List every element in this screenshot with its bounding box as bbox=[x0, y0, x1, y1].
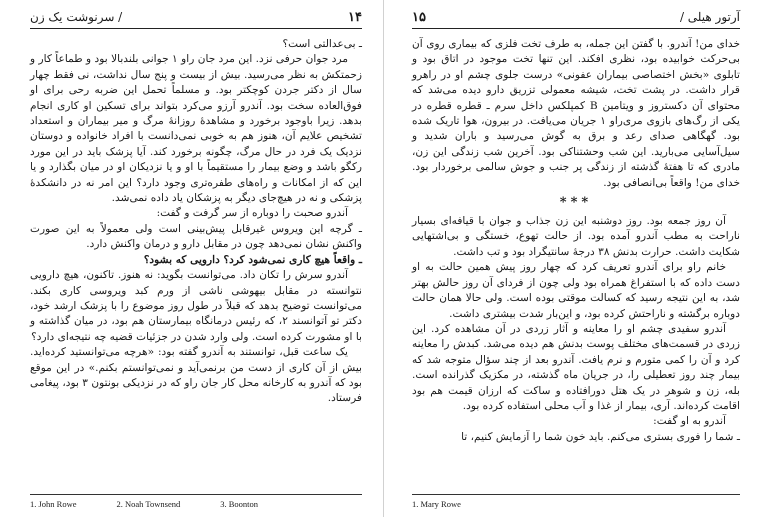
paragraph: ـ واقعاً هیچ کاری نمی‌شود کرد؟ دارویی که بشود؟ bbox=[143, 253, 362, 266]
paragraph: ـ بی‌عدالتی است؟ bbox=[282, 38, 362, 50]
left-footnotes bbox=[30, 494, 362, 509]
left-running-title: / سرنوشت یک زن bbox=[30, 10, 123, 24]
section-separator: *** bbox=[559, 195, 593, 211]
paragraph: خدای من! آندرو. با گفتن این جمله، به طرف تخت فلزی که بیماری روی آن بی‌حرکت خوابیده بود، نظری افکند. این تنها تخت موجود در اتاق بود و تابلوی «بخش اختصاصی بیماران عفونی» درست جلوی چشم او در راهرو قرار داشت. در پشت تخت، شیشه معمولی تزریق دارو دیده می‌شد که محتوای آن دکستروز و ویتامین B کمپلکس داخل سرم ـ قطره قطره در یکی از رگ‌های بازوی مری‌راو ۱ جریان می‌یافت. در بیرون، هوا تاریک شده بود. گهگاهی صدای رعد و برق به گوش می‌رسید و باران شدید و سیل‌آسایی می‌بارید. این شب وحشتناکی بود. آخرین شب زندگی این زن، مادری که تا هفتهٔ گذشته از زندگی پر جنب و جوش سالمی برخوردار بود. خدای من! واقعاً بی‌انصافی بود. bbox=[412, 38, 740, 189]
footnote: 2. Noah Townsend bbox=[116, 499, 181, 509]
paragraph: خانم راو برای آندرو تعریف کرد که چهار روز پیش همین حالت به او دست داده که با استفراغ همراه بود ولی چون از فردای آن روز حالش بهتر شد، به این نتیجه رسید که کسالت موقتی بوده است. ولی حالا همان حالت دوباره برگشته و ناراحتش کرده بود، و این‌بار شدت بیشتری داشت. bbox=[412, 261, 740, 320]
right-page-body bbox=[412, 37, 740, 445]
left-page-header bbox=[30, 10, 362, 29]
right-page-header bbox=[412, 10, 740, 29]
footnote: 1. John Rowe bbox=[30, 499, 77, 509]
paragraph: یک ساعت قبل، توانستند به آندرو گفته بود: «هرچه می‌توانستید کرده‌اید. بیش از آن کاری از دست من برنمی‌آید و نمی‌توانستم بکنم.» در این موقع بود که آندرو به کارخانه محل کار جان راو که در نزدیکی بونتون ۳ بود، پیغامی فرستاد. bbox=[30, 346, 362, 405]
paragraph: مرد جوان حرفی نزد. این مرد جان راو ۱ جوانی بلندبالا بود و طماعاً کار و زحمتکش به نظر می‌رسید. بیش از بیست و پنج سال نداشت، نی فقط چهار سال از دکتر جردن کوچکتر بود. و مسلماً تحمل این ضربه رحی برای او فوق‌العاده سخت بود. آندرو آرزو می‌کرد بتواند برای تسکین او کاری انجام بدهد. زیرا باوجود برخورد و مشاهدهٔ روزانهٔ مرگ و میر بیماران و استعداد تشخیص علایم آن، هنوز هم به خوبی نمی‌دانست با افراد خانواده و دوستان نزدیک یک فرد در حال مرگ، چگونه برخورد کند. آیا پزشک باید در این مورد رکگو باشد و وضع بیمار را مستقیماً با او و یا نزدیکان او در میان بگذارد و یا این که از امکانات و راه‌های طفره‌تری وجود دارد؟ این امر نه در دانشکدهٔ پزشکی و نه در هیچ‌جای دیگر به پزشکان یاد داده نمی‌شد. bbox=[30, 53, 362, 205]
right-running-title: آرتور هیلی / bbox=[679, 10, 740, 24]
paragraph: آندرو سفیدی چشم او را معاینه و آثار زردی در آن مشاهده کرد. این زردی در قسمت‌های مختلف پوست بدنش هم دیده می‌شد. کبدش را معاینه کرد و آن را کمی متورم و نرم یافت. آندرو بعد از چند سؤال متوجه شد که بیمار چند روز تعطیلی را، در جریان ماه گذشته، در مکزیک گذرانده است. بله، زن و شوهر در یک هتل دورافتاده و ساکت که ارزان قیمت هم بود اقامت کرده‌اند. آری، بیمار از غذا و آب محلی استفاده کرده بود. bbox=[412, 322, 740, 412]
footnote: 3. Boonton bbox=[220, 499, 258, 509]
paragraph: ـ گرچه این ویروس غیرقابل پیش‌بینی است ولی معمولاً به این صورت واکنش نشان نمی‌دهد چون در مقابل دارو و درمان واکنش دارد. bbox=[30, 222, 362, 251]
right-page-number: ۱۵ bbox=[412, 10, 426, 25]
right-footnotes bbox=[412, 494, 740, 509]
paragraph: آندرو سرش را تکان داد. می‌توانست بگوید: نه هنوز. تاکنون، هیچ دارویی نتوانسته در مقابل بیهوشی ناشی از ورم کبد ویروسی کاری بکند. می‌توانست توضیح بدهد که قبلاً در طول روز موضوع را با پزشک ارشد خود، دکتر تو آتوانسند ۲، که رئیس درمانگاه بیمارستان هم بود، در میان گذاشته و با او مشورت کرده است. ولی وارد شدن در جزئیات قضیه چه نتیجه‌ای دارد؟ bbox=[30, 269, 362, 343]
paragraph: آندرو صحبت را دوباره از سر گرفت و گفت: bbox=[156, 207, 348, 220]
right-page bbox=[384, 0, 768, 517]
paragraph: آندرو به او گفت: bbox=[653, 415, 726, 428]
footnote: 1. Mary Rowe bbox=[412, 499, 461, 509]
paragraph: ـ شما را فوری بستری می‌کنم. باید خون شما را آزمایش کنیم، تا bbox=[461, 430, 740, 443]
left-page-number: ۱۴ bbox=[348, 10, 362, 25]
paragraph: آن روز جمعه بود. روز دوشنبه این زن جذاب و جوان با قیافه‌ای بسیار ناراحت به مطب آندرو آمده بود. از حالت تهوع، خستگی و بی‌اشتهایی شکایت داشت. حرارت بدنش ۳۸ درجهٔ سانتیگراد بود و تب داشت. bbox=[412, 215, 740, 258]
left-page-body bbox=[30, 37, 362, 407]
